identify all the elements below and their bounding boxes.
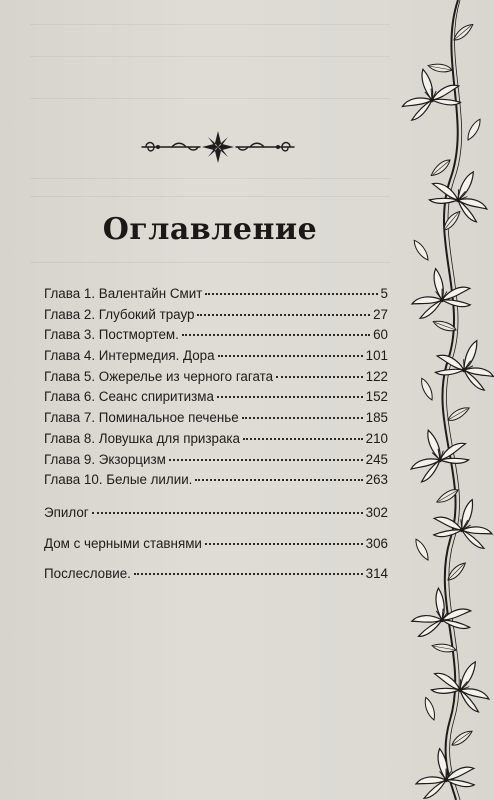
lily-vine-border-icon	[398, 0, 494, 800]
show-through-line	[30, 196, 390, 197]
toc-entry-title: Глава 10. Белые лилии.	[44, 472, 193, 488]
dot-leader	[182, 334, 370, 336]
toc-entry	[44, 503, 388, 524]
toc-entry	[44, 534, 388, 555]
toc-page-number: 5	[380, 286, 388, 301]
page-title: Оглавление	[102, 212, 318, 247]
toc-spacer	[44, 491, 388, 503]
dot-leader	[134, 573, 363, 575]
dot-leader	[218, 355, 363, 357]
show-through-line	[30, 56, 390, 57]
toc-page-number: 122	[365, 368, 388, 384]
toc-page-number: 302	[365, 504, 388, 520]
toc-entry-title: Дом с черными ставнями	[44, 535, 202, 551]
toc-entry	[44, 564, 388, 585]
dot-leader	[205, 543, 363, 545]
dot-leader	[195, 479, 362, 481]
toc-entry	[44, 408, 388, 429]
toc-entry	[44, 325, 388, 346]
toc-entry	[44, 367, 388, 388]
dot-leader	[92, 512, 363, 514]
toc-entry	[44, 450, 388, 471]
toc-entry-title: Глава 2. Глубокий траур	[44, 306, 195, 322]
toc-entry-title: Глава 8. Ловушка для призрака	[44, 430, 241, 446]
toc-page-number: 27	[373, 306, 388, 322]
dot-leader	[205, 293, 377, 295]
toc-entry-title: Глава 9. Экзорцизм	[44, 451, 166, 467]
toc-page-number: 185	[365, 410, 388, 426]
dot-leader	[169, 459, 363, 461]
toc-entry	[44, 429, 388, 450]
dot-leader	[276, 376, 363, 378]
toc-entry	[44, 305, 388, 326]
show-through-line	[30, 178, 390, 179]
dot-leader	[242, 417, 363, 419]
show-through-line	[30, 262, 390, 263]
toc-page-number: 263	[365, 472, 388, 488]
toc-entry-title: Глава 1. Валентайн Смит	[44, 286, 203, 301]
toc-entry	[44, 470, 388, 491]
toc-spacer	[44, 524, 388, 534]
toc-entry	[44, 346, 388, 367]
toc-entry-title: Глава 5. Ожерелье из черного гагата	[44, 368, 274, 384]
toc-spacer	[44, 554, 388, 564]
toc-page-number: 152	[365, 389, 388, 405]
show-through-line	[30, 98, 390, 99]
toc-page-number: 306	[365, 535, 388, 551]
toc-page-number: 314	[365, 566, 388, 582]
toc-page-number: 210	[365, 430, 388, 446]
toc-page-number: 101	[365, 348, 388, 364]
toc-entry	[44, 284, 388, 305]
table-of-contents	[44, 284, 388, 585]
dot-leader	[197, 314, 370, 316]
dot-leader	[243, 438, 363, 440]
show-through-line	[30, 24, 390, 25]
toc-entry-title: Глава 3. Постмортем.	[44, 327, 179, 343]
toc-entry-title: Послесловие.	[44, 566, 131, 582]
toc-entry-title: Эпилог	[44, 504, 89, 520]
ornament-divider-icon	[138, 130, 298, 164]
toc-entry	[44, 387, 388, 408]
toc-page-number: 60	[373, 327, 388, 343]
toc-entry-title: Глава 7. Поминальное печенье	[44, 410, 239, 426]
toc-entry-title: Глава 6. Сеанс спиритизма	[44, 389, 214, 405]
dot-leader	[217, 396, 363, 398]
toc-entry-title: Глава 4. Интермедия. Дора	[44, 348, 215, 364]
toc-page-number: 245	[365, 451, 388, 467]
